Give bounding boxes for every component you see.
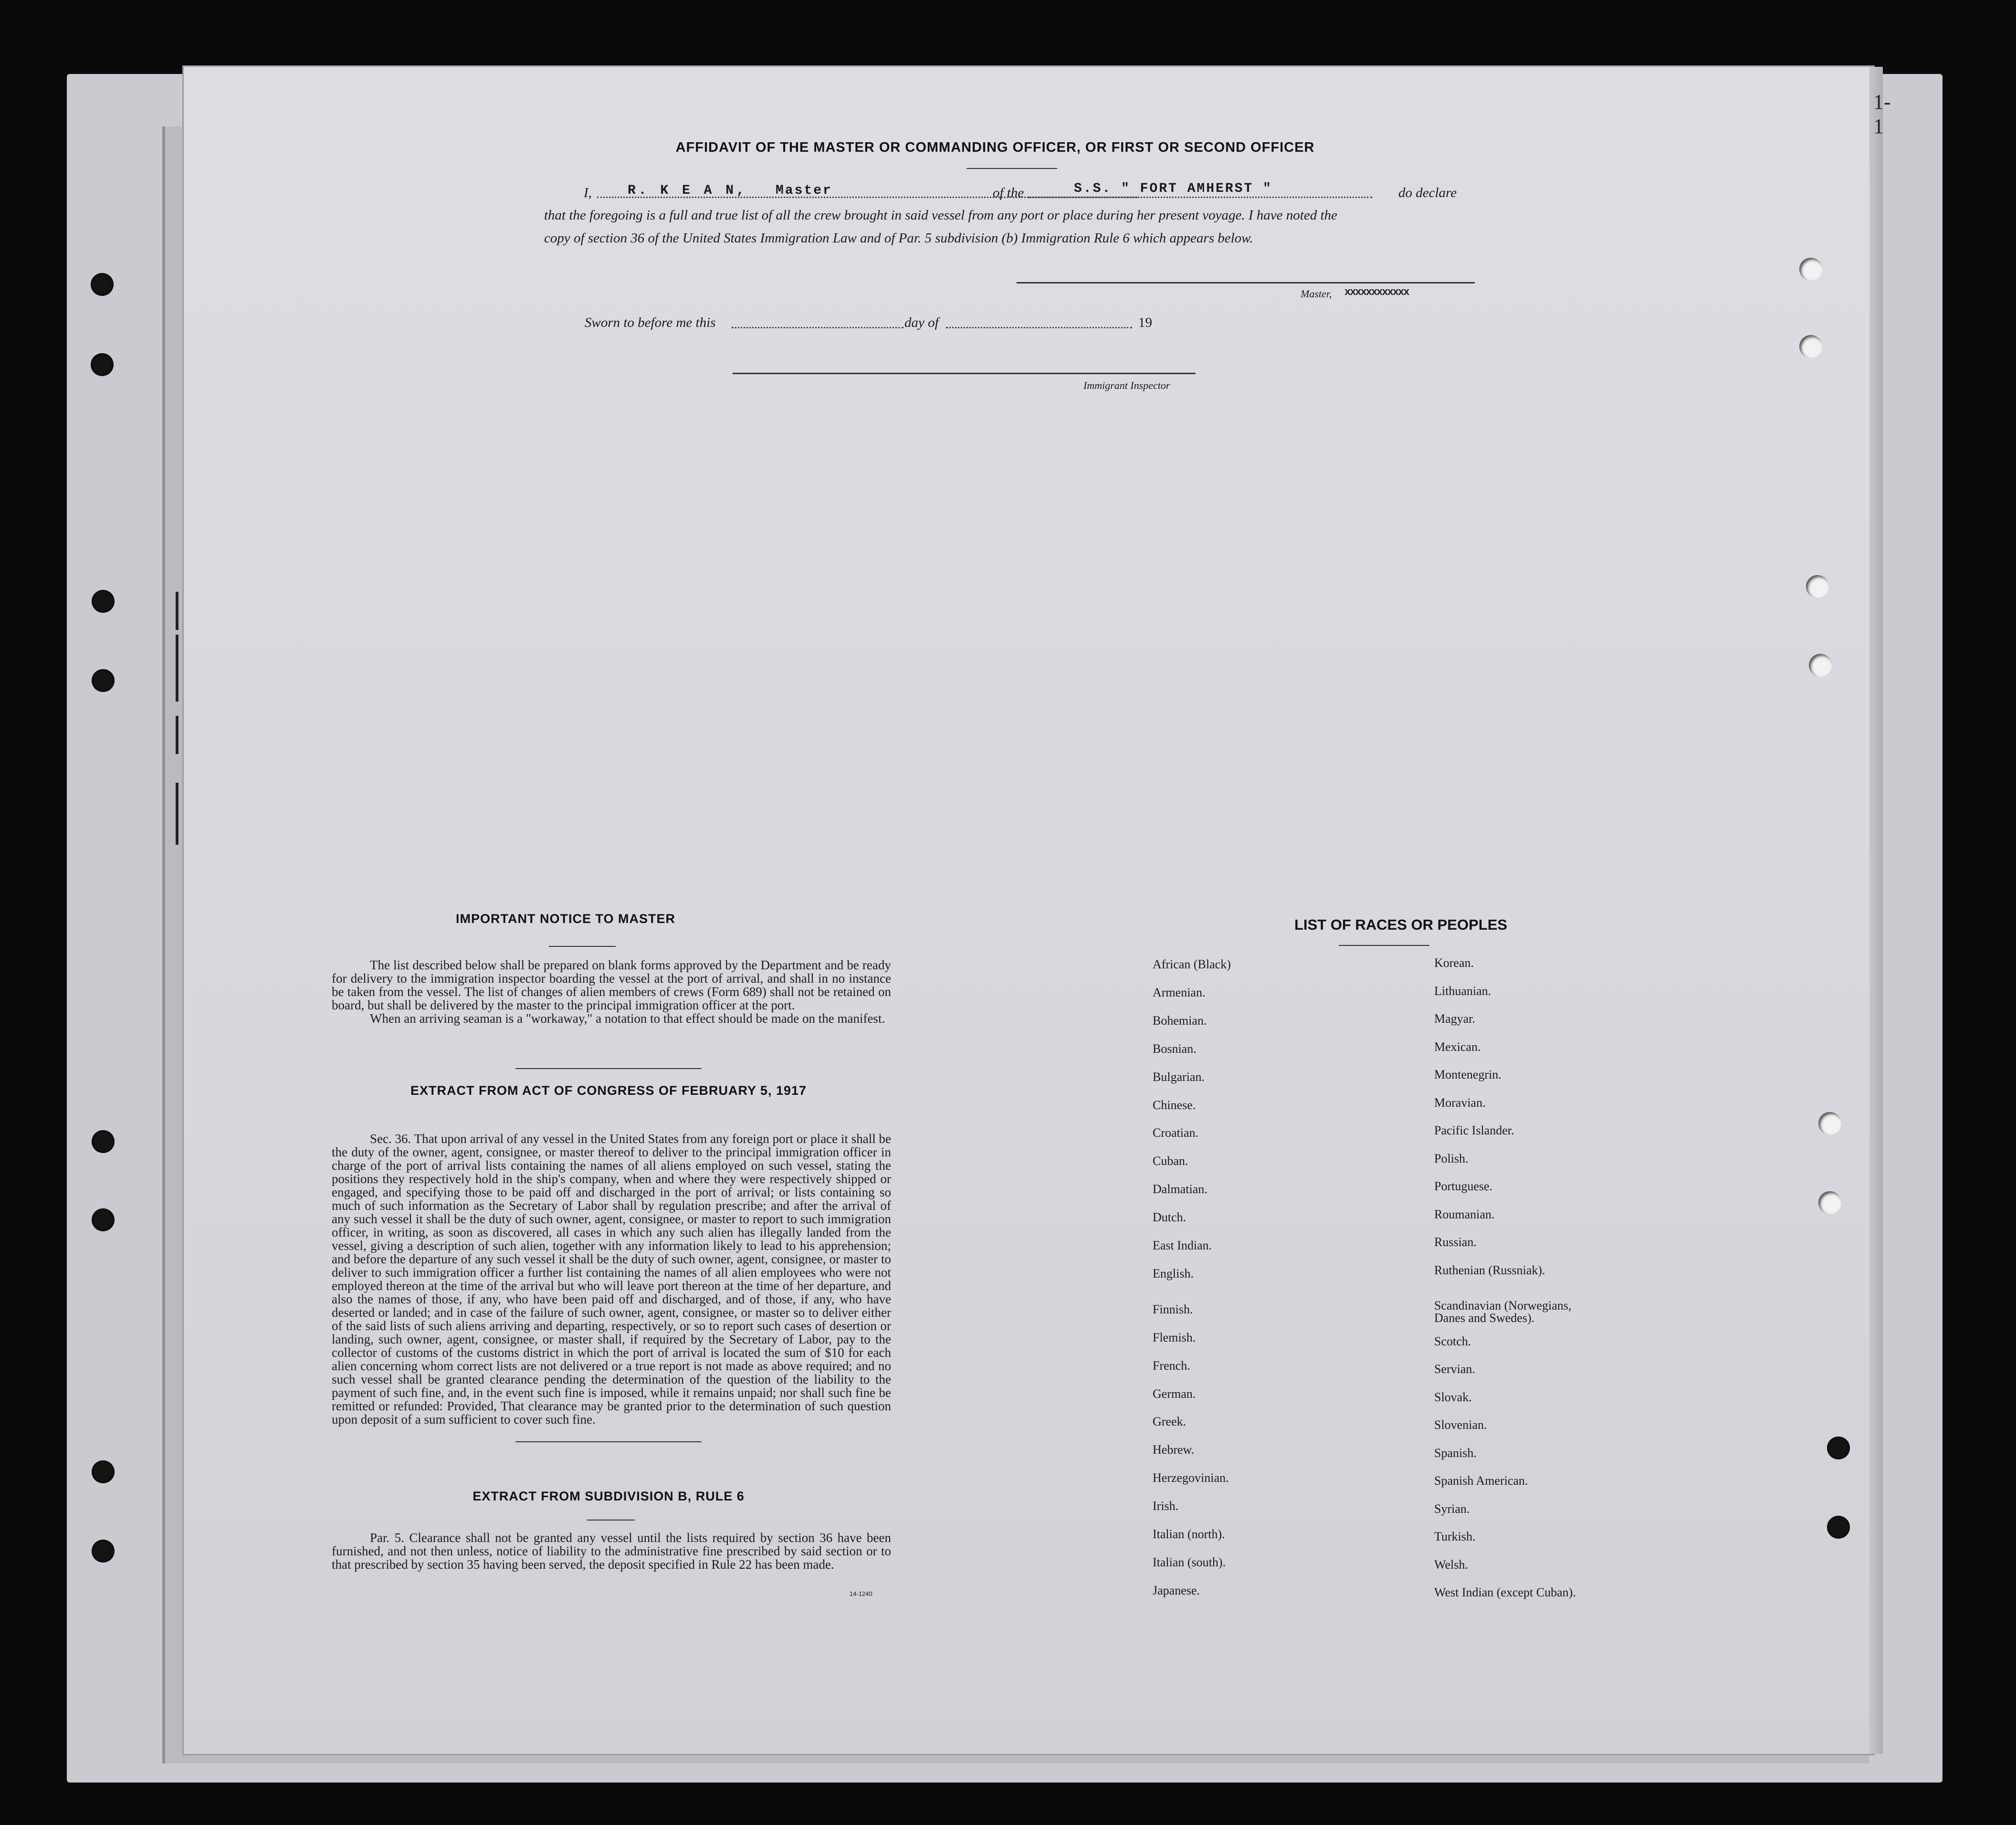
- punch-hole: [92, 669, 115, 692]
- race-item: Hebrew.: [1153, 1443, 1195, 1457]
- race-item: Korean.: [1434, 956, 1474, 970]
- race-item: Mexican.: [1434, 1039, 1481, 1054]
- race-item: Japanese.: [1153, 1583, 1200, 1597]
- race-item: Greek.: [1153, 1415, 1186, 1429]
- race-item: Slovenian.: [1434, 1418, 1487, 1432]
- punch-hole: [92, 590, 115, 613]
- race-item: Croatian.: [1153, 1126, 1199, 1140]
- race-item: Dutch.: [1153, 1210, 1186, 1225]
- race-item: East Indian.: [1153, 1238, 1212, 1252]
- affidavit-i: I,: [584, 185, 592, 200]
- race-item: Moravian.: [1434, 1095, 1486, 1110]
- race-item: Russian.: [1434, 1235, 1477, 1249]
- affidavit-line-3: copy of section 36 of the United States Immigration Law and of Par. 5 subdivision (b) Immigration Rule 6 which appears below.: [544, 231, 1253, 246]
- race-item: Spanish.: [1434, 1446, 1477, 1460]
- race-item: Herzegovinian.: [1153, 1471, 1229, 1485]
- punch-hole: [92, 1460, 115, 1483]
- punch-hole: [1818, 1112, 1841, 1135]
- notice-paragraph: When an arriving seaman is a "workaway," a notation to that effect should be made on the manifest.: [370, 1011, 885, 1026]
- race-item: Chinese.: [1153, 1098, 1196, 1112]
- margin-note: 1-1: [1873, 90, 1891, 138]
- punch-hole: [92, 1130, 115, 1153]
- edge-mark: [176, 635, 178, 702]
- punch-hole: [1799, 258, 1822, 281]
- race-item: French.: [1153, 1358, 1190, 1373]
- day-of-label: day of: [904, 315, 939, 330]
- divider: [515, 1068, 702, 1069]
- punch-hole: [1806, 575, 1829, 598]
- extract-2-title: EXTRACT FROM SUBDIVISION B, RULE 6: [472, 1489, 745, 1503]
- race-item: Dalmatian.: [1153, 1182, 1208, 1196]
- divider: [966, 168, 1057, 169]
- affidavit-line-2: that the foregoing is a full and true list of all the crew brought in said vessel from any port or place during her present voyage. I have noted the: [544, 208, 1337, 223]
- race-item: Syrian.: [1434, 1501, 1470, 1516]
- race-item: Finnish.: [1153, 1302, 1193, 1316]
- sworn-label: Sworn to before me this: [585, 315, 716, 330]
- race-item: West Indian (except Cuban).: [1434, 1585, 1576, 1599]
- race-item: Scandinavian (Norwegians, Danes and Swedes).: [1434, 1299, 1572, 1325]
- race-item: Spanish American.: [1434, 1474, 1528, 1488]
- punch-hole: [1809, 654, 1832, 677]
- inspector-caption: Immigrant Inspector: [1083, 379, 1170, 391]
- race-item: Polish.: [1434, 1151, 1469, 1165]
- punch-hole: [91, 273, 114, 296]
- race-item: Turkish.: [1434, 1530, 1476, 1543]
- race-item: English.: [1153, 1266, 1194, 1280]
- race-item: Montenegrin.: [1434, 1068, 1502, 1081]
- race-item: Bohemian.: [1153, 1013, 1207, 1028]
- race-item: Servian.: [1434, 1362, 1475, 1376]
- race-item: Scotch.: [1434, 1334, 1471, 1348]
- races-column-2: [1434, 957, 1768, 1663]
- edge-mark: [176, 783, 178, 845]
- race-item: Bosnian.: [1153, 1041, 1197, 1056]
- edge-mark: [176, 716, 178, 754]
- race-item: Pacific Islander.: [1434, 1123, 1514, 1137]
- master-rank: Master: [776, 183, 832, 198]
- signature-caption: Master,: [1301, 288, 1332, 300]
- extract-1-title: EXTRACT FROM ACT OF CONGRESS OF FEBRUARY 5, 1917: [410, 1083, 807, 1098]
- punch-hole: [1827, 1516, 1850, 1539]
- race-item: Italian (north).: [1153, 1527, 1225, 1541]
- punch-hole: [92, 1208, 115, 1231]
- race-item: Slovak.: [1434, 1390, 1472, 1404]
- punch-hole: [91, 353, 114, 376]
- race-item: Italian (south).: [1153, 1555, 1226, 1569]
- signature-line: [1017, 282, 1475, 283]
- race-item: Welsh.: [1434, 1557, 1468, 1572]
- races-title: LIST OF RACES OR PEOPLES: [1294, 916, 1508, 933]
- struck-out-text: xxxxxxxxxxxx: [1344, 286, 1409, 298]
- fill-line: [1029, 197, 1372, 198]
- extract-1-body: [332, 1132, 891, 1426]
- punch-hole: [92, 1540, 115, 1563]
- inspector-line: [733, 373, 1196, 374]
- affidavit-title: AFFIDAVIT OF THE MASTER OR COMMANDING OFFICER, OR FIRST OR SECOND OFFICER: [675, 140, 1315, 155]
- master-name: R. K E A N,: [628, 183, 747, 198]
- race-item: African (Black): [1153, 957, 1231, 971]
- manifest-page: [184, 67, 1891, 1754]
- fill-line: [946, 327, 1132, 328]
- vessel-name: S.S. " FORT AMHERST ": [1074, 181, 1272, 196]
- race-item: German.: [1153, 1386, 1196, 1401]
- section-36-text: Sec. 36. That upon arrival of any vessel in the United States from any foreign port or place it shall be the duty of the owner, agent, consignee, or master thereof to deliver to the principal immigration officer in charge of the port of arrival lists containing the names of all aliens employed on such vessel, stating the positions they respectively hold in the ship's company, when and where they were respectively shipped or engaged, and specifying those to be paid off and discharged in the port of arrival; or lists containing so much of such information as the Secretary of Labor shall by regulation prescribe; and after the arrival of any such vessel it shall be the duty of such owner, agent, consignee, or master to report to such immigration officer, in writing, as soon as discovered, all cases in which any such alien has illegally landed from the vessel, giving a description of such alien, together with any information likely to lead to his apprehension; and before the departure of any such vessel it shall be the duty of such owner, agent, consignee, or master to deliver to such immigration officer a further list containing the names of all alien employees who were not employed thereon at the time of the arrival but who will leave port thereon at the time of her departure, and also the names of those, if any, who have been paid off and discharged, and of those, if any, who have deserted or landed; and in case of the failure of such owner, agent, consignee, or master so to deliver either of the said lists of such aliens arriving and departing, respectively, or so to report such cases of desertion or landing, such owner, agent, consignee, or master shall, if required by the Secretary of Labor, pay to the collector of customs of the customs district in which the port of arrival is located the sum of $10 for each alien concerning whom correct lists are not delivered or a true report is not made as above required; and no such vessel shall be granted clearance pending the determination of the question of the liability to the payment of such fine, and, in the event such fine is imposed, while it remains unpaid; nor shall such fine be remitted or refunded: Provided, That clearance may be granted prior to the determination of such question upon deposit of a sum sufficient to cover such fine.: [332, 1132, 891, 1426]
- notice-title: IMPORTANT NOTICE TO MASTER: [456, 912, 675, 926]
- affidavit-of-the: of the: [993, 185, 1024, 200]
- notice-paragraph: The list described below shall be prepared on blank forms approved by the Department and be ready for delivery to the immigration inspector boarding the vessel at the port of arrival, and shall in no instance be taken from the vessel. The list of changes of alien members of crews (Form 689) shall not be retained on board, but shall be delivered by the master to the principal immigration officer at the port.: [332, 958, 891, 1012]
- race-item: Flemish.: [1153, 1330, 1196, 1344]
- race-item: Magyar.: [1434, 1012, 1475, 1026]
- race-item: Portuguese.: [1434, 1179, 1493, 1193]
- extract-2-body: [332, 1531, 891, 1571]
- race-item: Armenian.: [1153, 985, 1206, 999]
- race-item: Roumanian.: [1434, 1207, 1495, 1221]
- divider: [515, 1441, 702, 1442]
- edge-mark: [176, 592, 178, 630]
- race-item: Ruthenian (Russniak).: [1434, 1263, 1545, 1277]
- race-item: Cuban.: [1153, 1154, 1188, 1168]
- form-number: 14-1240: [850, 1590, 872, 1597]
- races-column-1: [1153, 958, 1420, 1665]
- rule-6-text: Par. 5. Clearance shall not be granted any vessel until the lists required by section 36 have been furnished, and not then unless, notice of liability to the administrative fine prescribed by said section or to that prescribed by section 35 having been served, the deposit specified in Rule 22 has been made.: [332, 1531, 891, 1572]
- divider: [549, 946, 616, 947]
- affidavit-declare: do declare: [1398, 185, 1457, 200]
- notice-body: [332, 958, 891, 1025]
- race-item: Lithuanian.: [1434, 984, 1491, 998]
- race-item: Bulgarian.: [1153, 1070, 1205, 1084]
- fill-line: [732, 327, 903, 328]
- divider: [1339, 945, 1429, 946]
- year-prefix: 19: [1138, 315, 1152, 330]
- punch-hole: [1799, 335, 1822, 358]
- race-item: Irish.: [1153, 1499, 1179, 1513]
- page-fold: [1869, 67, 1883, 1754]
- punch-hole: [1827, 1437, 1850, 1459]
- divider: [587, 1520, 635, 1521]
- punch-hole: [1818, 1191, 1841, 1214]
